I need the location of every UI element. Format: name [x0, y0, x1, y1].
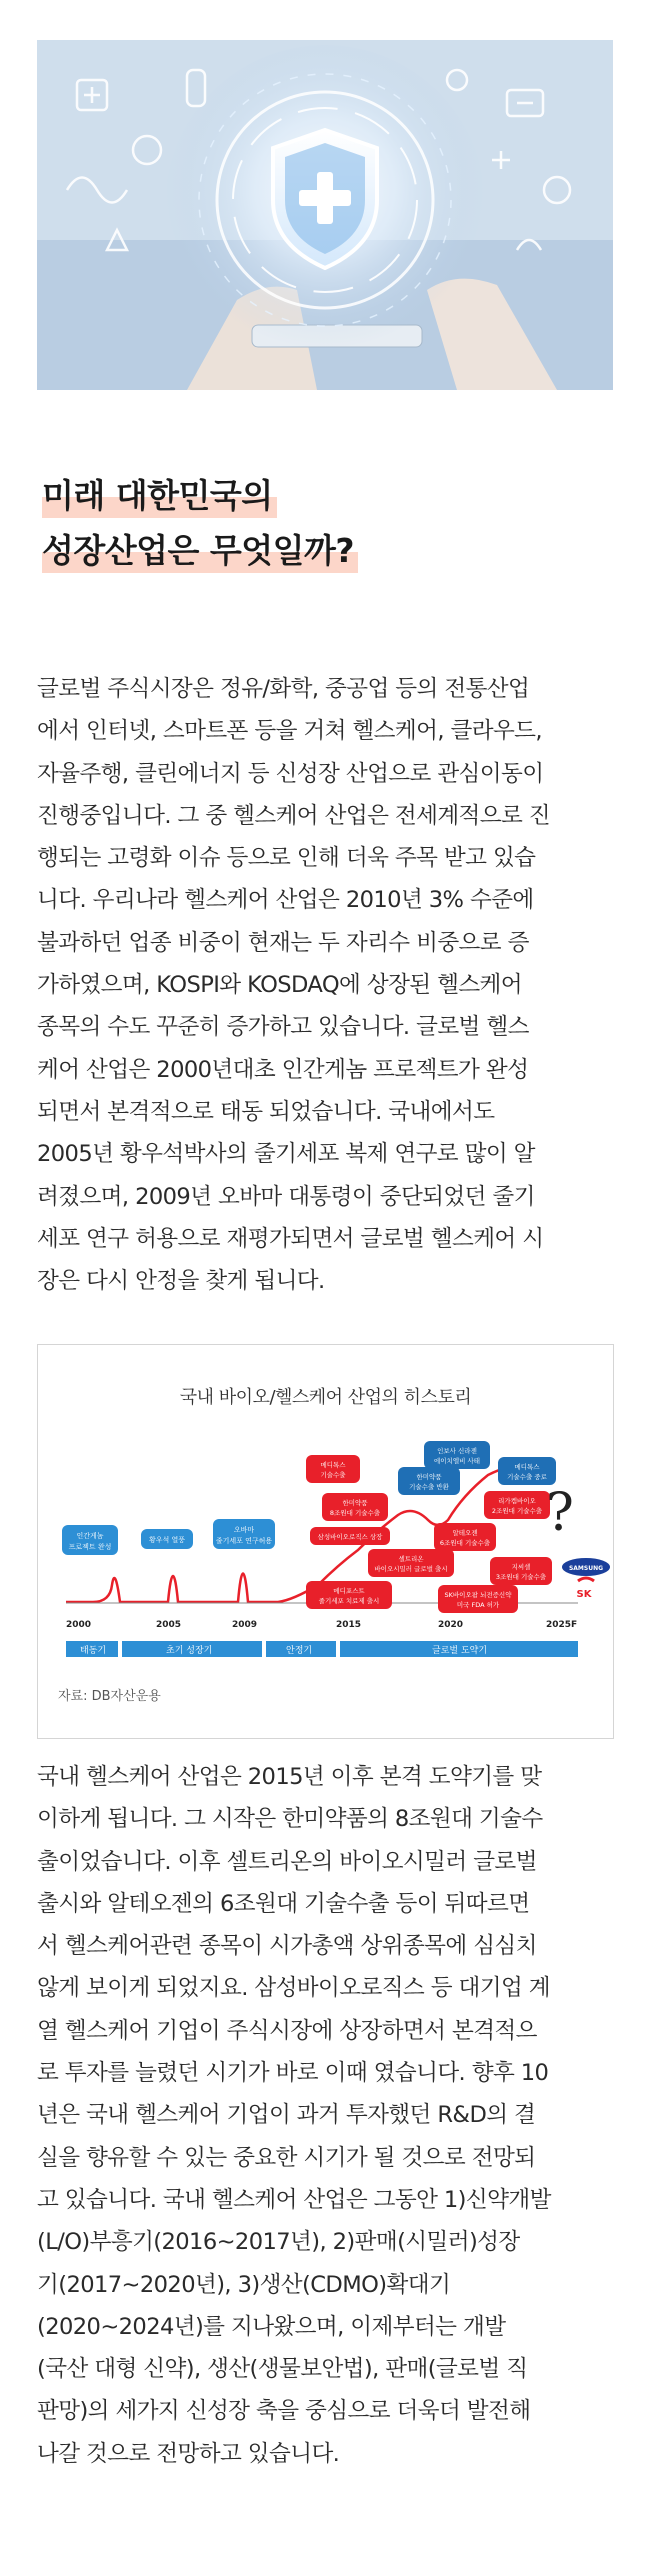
svg-text:지씨셀: 지씨셀 — [511, 1563, 531, 1571]
paragraph-line: 출시와 알테오젠의 6조원대 기술수출 등이 뒤따르면 — [37, 1890, 530, 1917]
phase-label: 초기 성장기 — [166, 1646, 213, 1656]
paragraph-line: 세포 연구 허용으로 재평가되면서 글로벌 헬스케어 시 — [37, 1225, 544, 1252]
sk-logo — [578, 1578, 594, 1581]
year-label: 2005 — [156, 1620, 182, 1630]
svg-text:인보사 신라젠: 인보사 신라젠 — [437, 1447, 477, 1455]
section-heading — [42, 470, 602, 580]
svg-text:줄기세포 연구허용: 줄기세포 연구허용 — [215, 1537, 273, 1545]
phase-label: 글로벌 도약기 — [432, 1646, 488, 1656]
paragraph-line: 에서 인터넷, 스마트폰 등을 거쳐 헬스케어, 클라우드, — [37, 718, 542, 745]
svg-text:기술수출 반환: 기술수출 반환 — [409, 1483, 449, 1491]
svg-text:메디포스트: 메디포스트 — [333, 1587, 365, 1595]
history-timeline-graphic — [38, 1345, 613, 1738]
paragraph-line: 려졌으며, 2009년 오바마 대통령이 중단되었던 줄기 — [37, 1183, 535, 1210]
growth-paragraph — [37, 1756, 615, 2475]
paragraph-line: 자율주행, 클린에너지 등 신성장 산업으로 관심이동이 — [37, 760, 544, 787]
paragraph-line: 않게 보이게 되었지요. 삼성바이오로직스 등 대기업 계 — [37, 1975, 551, 2002]
hero-image — [37, 40, 613, 390]
figure-title: 국내 바이오/헬스케어 산업의 히스토리 — [179, 1387, 472, 1408]
year-label: 2009 — [232, 1620, 258, 1630]
paragraph-line: 열 헬스케어 기업이 주식시장에 상장하면서 본격적으 — [37, 2017, 537, 2044]
phase-label: 태동기 — [80, 1646, 107, 1656]
paragraph-line: 고 있습니다. 국내 헬스케어 산업은 그동안 1)신약개발 — [37, 2186, 551, 2213]
svg-text:3조원대 기술수출: 3조원대 기술수출 — [495, 1573, 547, 1581]
year-label: 2020 — [438, 1620, 464, 1630]
svg-text:프로젝트 완성: 프로젝트 완성 — [68, 1543, 112, 1551]
paragraph-line: 케어 산업은 2000년대초 인간게놈 프로젝트가 완성 — [37, 1056, 529, 1083]
paragraph-line: 국내 헬스케어 산업은 2015년 이후 본격 도약기를 맞 — [37, 1764, 542, 1790]
heading-line-2: 성장산업은 무엇일까? — [42, 525, 358, 577]
paragraph-line: (국산 대형 신약), 생산(생물보안법), 판매(글로벌 직 — [37, 2356, 528, 2383]
svg-text:메디톡스: 메디톡스 — [320, 1461, 346, 1469]
question-mark: ? — [546, 1483, 574, 1543]
paragraph-line: 행되는 고령화 이슈 등으로 인해 더욱 주목 받고 있습 — [37, 845, 536, 872]
healthcare-technology-illustration — [37, 40, 613, 390]
paragraph-line: 니다. 우리나라 헬스케어 산업은 2010년 3% 수준에 — [37, 887, 534, 914]
svg-text:인간게놈: 인간게놈 — [76, 1532, 104, 1540]
figure-source: 자료: DB자산운용 — [58, 1689, 161, 1704]
svg-text:알테오젠: 알테오젠 — [452, 1529, 478, 1537]
svg-text:한미약품: 한미약품 — [342, 1499, 368, 1507]
year-label: 2015 — [336, 1620, 362, 1630]
paragraph-line: 장은 다시 안정을 찾게 됩니다. — [37, 1268, 325, 1295]
svg-text:기술수출: 기술수출 — [320, 1471, 346, 1479]
phase-label: 안정기 — [286, 1646, 313, 1656]
svg-text:한미약품: 한미약품 — [416, 1473, 442, 1481]
paragraph-line: 로 투자를 늘렸던 시기가 바로 이때 였습니다. 향후 10 — [37, 2060, 549, 2087]
svg-text:2조원대 기술수출: 2조원대 기술수출 — [491, 1507, 543, 1515]
svg-text:기술수출 중로: 기술수출 중로 — [507, 1473, 547, 1481]
paragraph-line: 가하였으며, KOSPI와 KOSDAQ에 상장된 헬스케어 — [37, 972, 523, 999]
svg-text:셀트리온: 셀트리온 — [398, 1555, 424, 1563]
svg-text:미국 FDA 허가: 미국 FDA 허가 — [456, 1601, 500, 1609]
paragraph-line: 서 헬스케어관련 종목이 시가총액 상위종목에 심심치 — [37, 1933, 537, 1960]
paragraph-line: 기(2017~2020년), 3)생산(CDMO)확대기 — [37, 2271, 451, 2298]
paragraph-line: 종목의 수도 꾸준히 증가하고 있습니다. 글로벌 헬스 — [37, 1014, 529, 1041]
svg-text:황우석 열풍: 황우석 열풍 — [148, 1536, 186, 1544]
paragraph-line: 이하게 됩니다. 그 시작은 한미약품의 8조원대 기술수 — [37, 1806, 543, 1833]
paragraph-line: 실을 향유할 수 있는 중요한 시기가 될 것으로 전망되 — [37, 2144, 536, 2171]
svg-text:리가켐바이오: 리가켐바이오 — [498, 1497, 536, 1505]
intro-paragraph — [37, 668, 615, 1302]
svg-text:SK: SK — [576, 1589, 592, 1600]
heading-line-1: 미래 대한민국의 — [42, 470, 277, 522]
svg-text:줄기세포 치료제 출시: 줄기세포 치료제 출시 — [318, 1597, 380, 1605]
svg-text:SAMSUNG: SAMSUNG — [568, 1565, 604, 1572]
year-label: 2000 — [66, 1620, 92, 1630]
svg-text:SK바이오팜 뇌전증신약: SK바이오팜 뇌전증신약 — [444, 1591, 512, 1599]
paragraph-line: 2005년 황우석박사의 줄기세포 복제 연구로 많이 알 — [37, 1141, 535, 1168]
svg-text:6조원대 기술수출: 6조원대 기술수출 — [439, 1539, 491, 1547]
svg-text:메디톡스: 메디톡스 — [514, 1463, 540, 1471]
paragraph-line: (2020~2024년)를 지나왔으며, 이제부터는 개발 — [37, 2313, 506, 2340]
history-figure — [37, 1344, 614, 1739]
paragraph-line: 되면서 본격적으로 태동 되었습니다. 국내에서도 — [37, 1098, 495, 1125]
paragraph-line: 년은 국내 헬스케어 기업이 과거 투자했던 R&D의 결 — [37, 2102, 536, 2129]
paragraph-line: 나갈 것으로 전망하고 있습니다. — [37, 2440, 340, 2467]
svg-text:바이오시밀러 글로벌 출시: 바이오시밀러 글로벌 출시 — [374, 1565, 448, 1573]
paragraph-line: 판망)의 세가지 신성장 축을 중심으로 더욱더 발전해 — [37, 2398, 531, 2425]
paragraph-line: 글로벌 주식시장은 정유/화학, 중공업 등의 전통산업 — [37, 676, 530, 702]
svg-text:삼성바이오로직스 상장: 삼성바이오로직스 상장 — [317, 1533, 383, 1541]
svg-text:오바마: 오바마 — [233, 1526, 255, 1534]
svg-text:에이치엘비 사태: 에이치엘비 사태 — [433, 1457, 481, 1465]
paragraph-line: (L/O)부흥기(2016~2017년), 2)판매(시밀러)성장 — [37, 2229, 520, 2256]
paragraph-line: 불과하던 업종 비중이 현재는 두 자리수 비중으로 증 — [37, 929, 529, 956]
paragraph-line: 출이었습니다. 이후 셀트리온의 바이오시밀러 글로벌 — [37, 1848, 537, 1875]
year-label: 2025F — [546, 1620, 578, 1630]
svg-text:8조원대 기술수출: 8조원대 기술수출 — [329, 1509, 381, 1517]
paragraph-line: 진행중입니다. 그 중 헬스케어 산업은 전세계적으로 진 — [37, 802, 551, 829]
